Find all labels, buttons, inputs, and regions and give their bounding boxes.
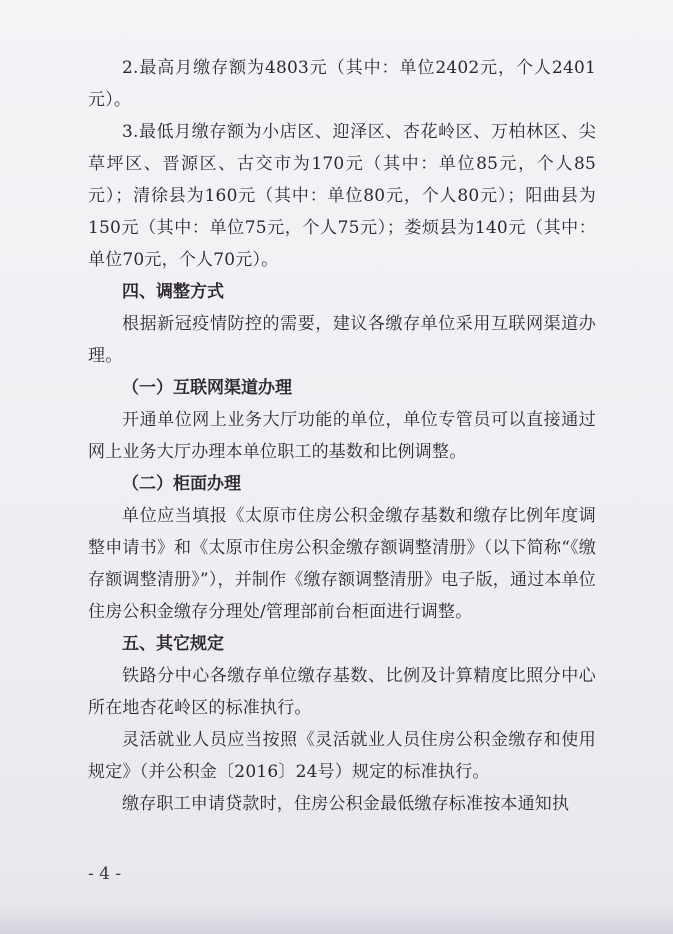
scan-shadow bbox=[0, 904, 673, 934]
subheading-internet-channel: （一）互联网渠道办理 bbox=[122, 378, 292, 398]
subheading-counter: （二）柜面办理 bbox=[122, 474, 241, 494]
paragraph-internet-suggestion: 根据新冠疫情防控的需要，建议各缴存单位采用互联网渠道办理。 bbox=[88, 314, 596, 366]
paragraph-counter: 单位应当填报《太原市住房公积金缴存基数和缴存比例年度调整申请书》和《太原市住房公积金缴存额调整清册》（以下简称“《缴存额调整清册》”），并制作《缴存额调整清册》电子版，通过本单位住房公积金缴存分理处/管理部前台柜面进行调整。 bbox=[88, 506, 596, 622]
paragraph-min-deposit: 3.最低月缴存额为小店区、迎泽区、杏花岭区、万柏林区、尖草坪区、晋源区、古交市为170元（其中：单位85元，个人85元）；清徐县为160元（其中：单位80元，个人80元）；阳曲县为150元（其中：单位75元，个人75元）；娄烦县为140元（其中：单位70元，个人70元）。 bbox=[88, 122, 596, 270]
section-heading-other-rules: 五、其它规定 bbox=[122, 634, 224, 654]
document-body bbox=[88, 52, 596, 820]
section-heading-adjustment-method: 四、调整方式 bbox=[122, 282, 224, 302]
page-number: - 4 - bbox=[88, 864, 122, 884]
paragraph-railway: 铁路分中心各缴存单位缴存基数、比例及计算精度比照分中心所在地杏花岭区的标准执行。 bbox=[88, 666, 596, 718]
paragraph-max-deposit: 2.最高月缴存额为4803元（其中：单位2402元，个人2401元）。 bbox=[88, 58, 596, 110]
paragraph-loan: 缴存职工申请贷款时，住房公积金最低缴存标准按本通知执 bbox=[122, 794, 570, 814]
paragraph-internet-channel: 开通单位网上业务大厅功能的单位，单位专管员可以直接通过网上业务大厅办理本单位职工的基数和比例调整。 bbox=[88, 410, 596, 462]
paragraph-flexible-employment: 灵活就业人员应当按照《灵活就业人员住房公积金缴存和使用规定》（并公积金〔2016〕24号）规定的标准执行。 bbox=[88, 730, 596, 782]
